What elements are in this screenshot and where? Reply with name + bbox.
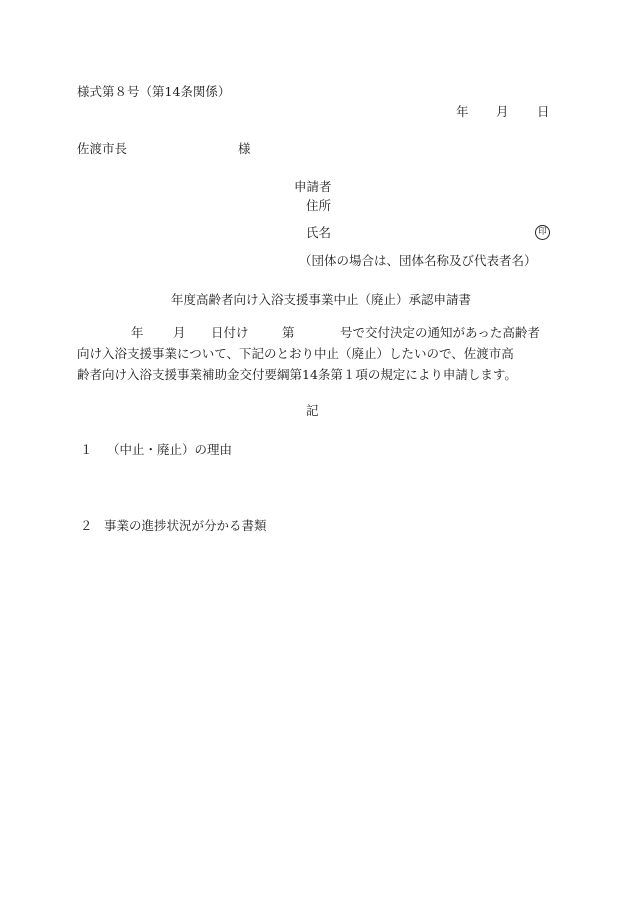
seal-mark: 印 [535, 225, 550, 240]
addressee-mayor: 佐渡市長 [77, 141, 128, 156]
body-date-suffix: 日付け [211, 325, 249, 340]
item-1-text: （中止・廃止）の理由 [107, 442, 233, 457]
applicant-organization-note: （団体の場合は、団体名称及び代表者名） [299, 253, 537, 268]
body-year: 年 [131, 325, 144, 340]
date-year-label: 年 [456, 104, 469, 119]
addressee-honorific: 様 [238, 141, 251, 156]
body-month: 月 [173, 325, 186, 340]
body-line1: 号で交付決定の通知があった高齢者 [340, 325, 540, 340]
ki-heading: 記 [306, 403, 319, 418]
body-dai: 第 [282, 325, 295, 340]
form-number: 様式第８号（第14条関係） [77, 84, 231, 99]
applicant-heading: 申請者 [294, 179, 332, 194]
item-2-text: 事業の進捗状況が分かる書類 [104, 518, 267, 533]
body-paragraph [77, 325, 557, 388]
date-day-label: 日 [537, 104, 550, 119]
body-line3: 齢者向け入浴支援事業補助金交付要綱第14条第１項の規定により申請します。 [77, 367, 517, 382]
item-2-number: ２ [80, 518, 93, 533]
body-line2: 向け入浴支援事業について、下記のとおり中止（廃止）したいので、佐渡市高 [77, 346, 514, 361]
applicant-name-label: 氏名 [306, 225, 332, 240]
date-month-label: 月 [496, 104, 509, 119]
document-title: 年度高齢者向け入浴支援事業中止（廃止）承認申請書 [171, 292, 472, 307]
applicant-address-label: 住所 [306, 198, 332, 213]
item-1-number: １ [80, 442, 93, 457]
